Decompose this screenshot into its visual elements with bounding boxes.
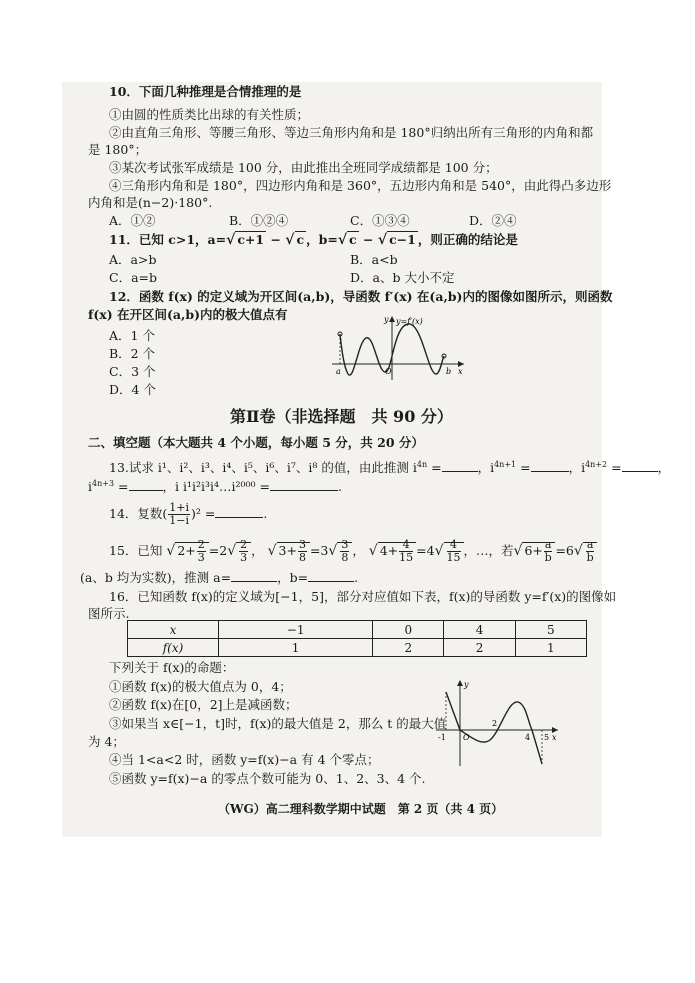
- q11-option-a[interactable]: A．a>b: [109, 252, 157, 267]
- q11-text-pre: 11．已知 c>1，a=: [109, 232, 227, 247]
- q13-blank-1[interactable]: [442, 459, 478, 472]
- q16-value-table: [127, 620, 587, 657]
- q16-five-label: 5: [544, 733, 550, 742]
- q15-d2: 8: [298, 551, 306, 564]
- q12-stem-line1: 12．函数 f(x) 的定义域为开区间(a,b)，导函数 f′(x) 在(a,b)内的图像如图所示，则函数: [109, 289, 613, 304]
- q13-exp-4n3: 4n+3: [92, 479, 115, 488]
- q15-n1: 2: [197, 538, 205, 551]
- q10-option-a[interactable]: A．①②: [109, 213, 156, 228]
- q16-intro: 下列关于 f(x)的命题：: [109, 660, 235, 675]
- q15-pre: 15．已知: [109, 543, 163, 558]
- q14-denominator: 1−i: [169, 514, 190, 527]
- q13-eq-4: =: [114, 479, 129, 495]
- q13-eq-2: =: [516, 460, 531, 476]
- q10-statement-2-cont: 是 180°；: [88, 142, 148, 157]
- q13-exp-4n2: 4n+2: [585, 460, 608, 469]
- q13-exp-4n: 4n: [416, 460, 428, 469]
- q15-n1b: 2: [240, 538, 248, 551]
- q16-proposition-3: ③如果当 x∈[−1，t]时，f(x)的最大值是 2，那么 t 的最大值: [109, 716, 447, 731]
- q15-d1: 3: [197, 551, 205, 564]
- q14: 14．复数( $\frac{1+i}{1-i}$ )² = .: [109, 501, 268, 527]
- q11-text-post: ，则正确的结论是: [417, 232, 518, 247]
- q12-option-c[interactable]: C．3 个: [109, 364, 156, 379]
- q10-statement-4: ④三角形内角和是 180°，四边形内角和是 360°，五边形内角和是 540°，由此得凸多边形: [109, 178, 612, 193]
- q13-sep-1: ，i: [477, 460, 495, 476]
- fill-section-header: 二、填空题（本大题共 4 个小题，每小题 5 分，共 20 分）: [88, 435, 424, 450]
- q12-option-b[interactable]: B．2 个: [109, 346, 156, 361]
- table-cell: 4: [444, 621, 515, 639]
- table-row: [128, 621, 587, 639]
- q13-blank-5[interactable]: [270, 478, 338, 491]
- q16-proposition-2: ②函数 f(x)在[0，2]上是减函数；: [109, 697, 298, 712]
- q11-a-radicand-1: c+1: [237, 232, 265, 247]
- q15-blank-a[interactable]: [231, 569, 277, 582]
- q16-neg1-label: -1: [438, 733, 446, 742]
- q15-line2: [80, 569, 358, 586]
- q14-pre: 14．复数(: [109, 506, 168, 521]
- q16-proposition-3-cont: 为 4；: [88, 734, 125, 749]
- q13-sep-2: ，i: [568, 460, 586, 476]
- q14-fraction: [168, 502, 190, 527]
- q16-y-label: y: [464, 680, 469, 689]
- q12-origin-label: O: [385, 367, 392, 376]
- q16-origin-label: O: [463, 733, 470, 742]
- table-cell: x: [128, 621, 219, 639]
- q15-eq3: =4: [416, 543, 435, 558]
- q15-n4: a: [544, 538, 552, 551]
- page-footer: （WG）高二理科数学期中试题 第 2 页（共 4 页）: [218, 802, 504, 816]
- q15-d4b: b: [586, 551, 594, 564]
- q15-d2b: 8: [341, 551, 349, 564]
- q14-blank[interactable]: [215, 505, 263, 518]
- q13-blank-2[interactable]: [531, 459, 569, 472]
- q12-option-d[interactable]: D．4 个: [109, 382, 156, 397]
- q15-r2: 3+: [278, 543, 297, 558]
- q16-stem-line1: 16．已知函数 f(x)的定义域为[−1，5]，部分对应值如下表，f(x)的导函数 y=f′(x)的图像如: [109, 589, 617, 604]
- q10-statement-2: ②由直角三角形、等腰三角形、等边三角形内角和是 180°归纳出所有三角形的内角和都: [109, 125, 594, 140]
- q15-d3b: 15: [446, 551, 461, 564]
- q14-post: )² =: [191, 506, 216, 521]
- q15-end: .: [354, 570, 359, 585]
- table-cell: 0: [373, 621, 444, 639]
- q13-eq-3: =: [607, 460, 622, 476]
- q15-n2: 3: [298, 538, 306, 551]
- q15-line1: 15．已知 √ 2+ $\frac{2}{3}$ =2√ $\frac{2}{3}$ ， √ 3+ $\frac{3}{8}$ =3√ $\frac{3}{8}$ ， √ 4+ $\frac{4}{15}$ =4√ $\frac{4}{15}$ ，…，若√ 6+ $\frac{a}{b}$ =6√ $\frac{a}{b}$: [109, 539, 597, 564]
- q13-comma: ，: [657, 460, 671, 476]
- q14-numerator: 1+i: [169, 501, 190, 514]
- q15-r1: 2+: [177, 543, 196, 558]
- q15-n3: 4: [399, 539, 413, 552]
- table-cell: 2: [444, 639, 515, 657]
- q11-minus: −: [266, 232, 286, 247]
- q16-y-arrow: [457, 680, 463, 686]
- table-cell: 1: [219, 639, 373, 657]
- q11-option-d[interactable]: D．a、b 大小不定: [350, 270, 455, 285]
- q10-option-d[interactable]: D．②④: [469, 213, 517, 228]
- table-cell: 2: [373, 639, 444, 657]
- q16-x-label: x: [552, 733, 557, 742]
- q12-derivative-graph: [328, 312, 468, 382]
- q13-exp-4n1: 4n+1: [494, 460, 517, 469]
- q10-statement-4-cont: 内角和是(n−2)·180°.: [88, 195, 213, 210]
- q11-option-b[interactable]: B．a<b: [350, 252, 398, 267]
- q11-stem: 11．已知 c>1，a=√ c+1 − √ c ，b=√ c − √ c−1 ，则正确的结论是: [109, 232, 518, 248]
- q12-b-label: b: [446, 367, 452, 376]
- q15-n4b: a: [586, 538, 594, 551]
- q15-b-prompt: ，b=: [277, 570, 309, 585]
- q11-b-radicand-2: c−1: [389, 232, 416, 247]
- q10-statement-1: ①由圆的性质类比出球的有关性质；: [109, 107, 310, 122]
- q15-n2b: 3: [341, 538, 349, 551]
- q12-option-a[interactable]: A．1 个: [109, 328, 155, 343]
- table-row: [128, 639, 587, 657]
- q11-b-radicand-1: c: [349, 232, 357, 247]
- q11-minus-2: −: [358, 232, 378, 247]
- q16-proposition-5: ⑤函数 y=f(x)−a 的零点个数可能为 0、1、2、3、4 个.: [109, 771, 426, 786]
- q11-a-radicand-2: c: [296, 232, 305, 247]
- q13-sep-3: ，i: [162, 479, 179, 495]
- q12-y-label: y: [384, 315, 389, 324]
- table-cell: 5: [515, 621, 586, 639]
- q15-eq2: =3: [309, 543, 329, 558]
- q12-a-label: a: [336, 367, 341, 376]
- q13-product: i¹i²i³i⁴…i²⁰⁰⁰ =: [182, 479, 271, 495]
- q10-stem: 10．下面几种推理是合情推理的是: [109, 84, 302, 99]
- q16-derivative-graph: [432, 676, 562, 768]
- q15-r3: 4+: [379, 543, 399, 558]
- q10-option-c[interactable]: C．①③④: [350, 213, 410, 228]
- q15-mid: ，…，若: [463, 543, 514, 558]
- q15-d3: 15: [399, 551, 414, 564]
- q13-blank-3[interactable]: [622, 459, 658, 472]
- q13-dot: .: [338, 479, 342, 495]
- q10-statement-3: ③某次考试张军成绩是 100 分，由此推出全班同学成绩都是 100 分；: [109, 160, 498, 175]
- q10-option-b[interactable]: B．①②④: [229, 213, 289, 228]
- q16-proposition-4: ④当 1<a<2 时，函数 y=f(x)−a 有 4 个零点；: [109, 752, 380, 767]
- q15-blank-b[interactable]: [308, 569, 354, 582]
- q16-proposition-1: ①函数 f(x)的极大值点为 0，4；: [109, 679, 292, 694]
- q13-text: 13.试求 i¹、i²、i³、i⁴、i⁵、i⁶、i⁷、i⁸ 的值，由此推测 i: [109, 460, 417, 476]
- q15-r4: 6+: [524, 543, 543, 558]
- table-cell: f(x): [128, 639, 219, 657]
- q13-eq-1: =: [427, 460, 442, 476]
- q12-curve-label: y=f′(x): [396, 317, 423, 326]
- q15-d1b: 3: [240, 551, 248, 564]
- table-cell: −1: [219, 621, 373, 639]
- q11-text-mid: ，b=: [306, 232, 338, 247]
- q15-eq1: =2: [208, 543, 228, 558]
- q15-eq4: =6: [555, 543, 574, 558]
- section-2-title: 第Ⅱ卷（非选择题 共 90 分）: [230, 407, 453, 426]
- q15-n3b: 4: [447, 539, 461, 552]
- q16-two-label: 2: [492, 719, 498, 728]
- q13-line1: [109, 457, 670, 476]
- q13-blank-4[interactable]: [129, 478, 163, 491]
- q15-a-prompt: (a、b 均为实数)，推测 a=: [80, 570, 232, 585]
- q15-d4: b: [544, 551, 552, 564]
- q12-y-arrow: [389, 316, 395, 322]
- q11-option-c[interactable]: C．a=b: [109, 270, 157, 285]
- q12-x-label: x: [458, 367, 463, 376]
- table-cell: 1: [515, 639, 586, 657]
- q16-stem-line2: 图所示.: [88, 606, 130, 621]
- q13-line2: $i^{4n+3}$ = ，i i¹i²i³i⁴…i²⁰⁰⁰ = .: [88, 479, 342, 495]
- q16-four-label: 4: [525, 733, 531, 742]
- q12-stem-line2: f(x) 在开区间(a,b)内的极大值点有: [88, 307, 288, 322]
